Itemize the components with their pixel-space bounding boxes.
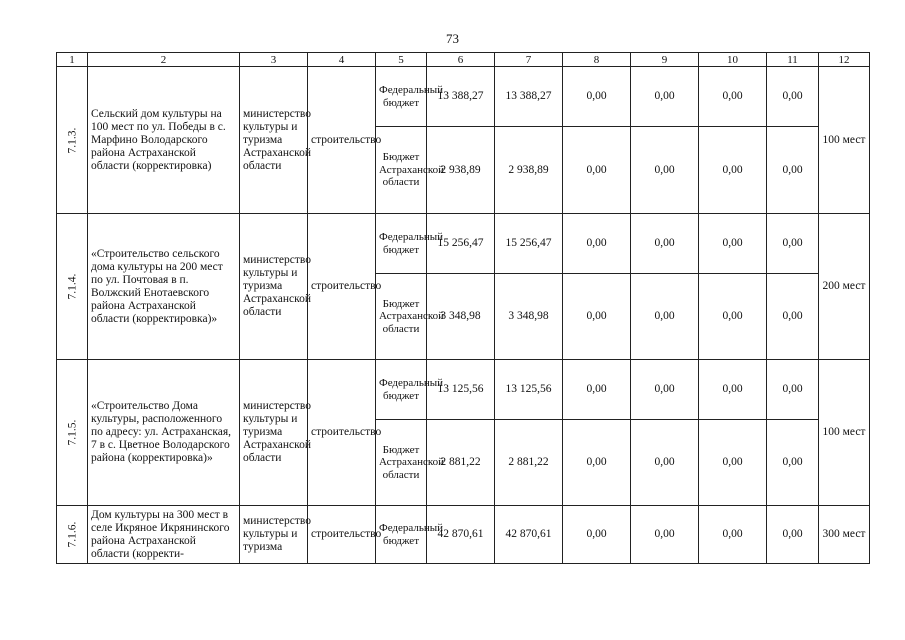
funding-source: Федеральный бюджет (376, 506, 427, 564)
value-year: 13 125,56 (495, 360, 563, 420)
header-cell: 2 (88, 53, 240, 67)
row-code: 7.1.4. (57, 214, 88, 360)
funding-source: Бюджет Астраханской области (376, 274, 427, 360)
header-cell: 8 (563, 53, 631, 67)
value-year: 0,00 (631, 420, 699, 506)
value-year: 0,00 (699, 274, 767, 360)
table-row (57, 506, 870, 564)
work-kind: строительство (308, 360, 376, 506)
value-year: 0,00 (631, 127, 699, 214)
table-row (57, 360, 870, 420)
funding-source: Федеральный бюджет (376, 67, 427, 127)
value-year: 0,00 (563, 127, 631, 214)
executor: министерство культуры и туризма Астраханской области (240, 360, 308, 506)
result-capacity: 300 мест (819, 506, 870, 564)
object-name: «Строительство сельского дома культуры на 200 мест по ул. Почтовая в п. Волжский Енотаевского района Астраханской области (корректировка)» (88, 214, 240, 360)
value-year: 0,00 (563, 214, 631, 274)
value-total: 3 348,98 (427, 274, 495, 360)
value-year: 0,00 (631, 67, 699, 127)
value-year: 42 870,61 (495, 506, 563, 564)
header-cell: 10 (699, 53, 767, 67)
work-kind: строительство (308, 506, 376, 564)
program-table (56, 52, 870, 564)
table-row (57, 67, 870, 127)
value-year: 0,00 (699, 214, 767, 274)
funding-source: Бюджет Астраханской области (376, 127, 427, 214)
result-capacity: 100 мест (819, 67, 870, 214)
value-total: 15 256,47 (427, 214, 495, 274)
header-cell: 5 (376, 53, 427, 67)
value-year: 0,00 (767, 67, 819, 127)
value-year: 0,00 (767, 360, 819, 420)
value-year: 15 256,47 (495, 214, 563, 274)
value-year: 0,00 (563, 360, 631, 420)
value-year: 3 348,98 (495, 274, 563, 360)
value-year: 0,00 (563, 67, 631, 127)
value-year: 0,00 (699, 420, 767, 506)
value-year: 0,00 (631, 214, 699, 274)
value-year: 0,00 (563, 274, 631, 360)
value-year: 0,00 (563, 506, 631, 564)
value-year: 0,00 (699, 506, 767, 564)
header-cell: 6 (427, 53, 495, 67)
object-name: Сельский дом культуры на 100 мест по ул. Победы в с. Марфино Володарского района Астраханской области (корректировка) (88, 67, 240, 214)
funding-source: Федеральный бюджет (376, 214, 427, 274)
value-year: 0,00 (631, 506, 699, 564)
header-cell: 11 (767, 53, 819, 67)
result-capacity: 100 мест (819, 360, 870, 506)
executor: министерство культуры и туризма (240, 506, 308, 564)
value-year: 0,00 (631, 274, 699, 360)
table-row (57, 214, 870, 274)
row-code: 7.1.5. (57, 360, 88, 506)
value-total: 13 125,56 (427, 360, 495, 420)
header-row (57, 53, 870, 67)
value-year: 0,00 (767, 420, 819, 506)
funding-source: Федеральный бюджет (376, 360, 427, 420)
value-year: 0,00 (699, 67, 767, 127)
header-cell: 7 (495, 53, 563, 67)
object-name: «Строительство Дома культуры, расположенного по адресу: ул. Астраханская, 7 в с. Цветное Володарского района (корректировка)» (88, 360, 240, 506)
value-year: 0,00 (563, 420, 631, 506)
value-total: 2 938,89 (427, 127, 495, 214)
row-code: 7.1.3. (57, 67, 88, 214)
funding-source: Бюджет Астраханской области (376, 420, 427, 506)
header-cell: 3 (240, 53, 308, 67)
value-year: 0,00 (767, 274, 819, 360)
executor: министерство культуры и туризма Астраханской области (240, 214, 308, 360)
header-cell: 1 (57, 53, 88, 67)
header-cell: 12 (819, 53, 870, 67)
value-year: 0,00 (767, 214, 819, 274)
value-year: 0,00 (699, 127, 767, 214)
header-cell: 4 (308, 53, 376, 67)
value-year: 13 388,27 (495, 67, 563, 127)
value-year: 2 881,22 (495, 420, 563, 506)
value-total: 42 870,61 (427, 506, 495, 564)
work-kind: строительство (308, 214, 376, 360)
value-total: 13 388,27 (427, 67, 495, 127)
work-kind: строительство (308, 67, 376, 214)
value-year: 0,00 (631, 360, 699, 420)
page-number: 73 (446, 31, 459, 46)
executor: министерство культуры и туризма Астраханской области (240, 67, 308, 214)
header-cell: 9 (631, 53, 699, 67)
value-year: 0,00 (767, 506, 819, 564)
value-total: 2 881,22 (427, 420, 495, 506)
result-capacity: 200 мест (819, 214, 870, 360)
value-year: 0,00 (767, 127, 819, 214)
value-year: 2 938,89 (495, 127, 563, 214)
value-year: 0,00 (699, 360, 767, 420)
row-code: 7.1.6. (57, 506, 88, 564)
object-name: Дом культуры на 300 мест в селе Икряное Икрянинского района Астраханской области (корректи- (88, 506, 240, 564)
